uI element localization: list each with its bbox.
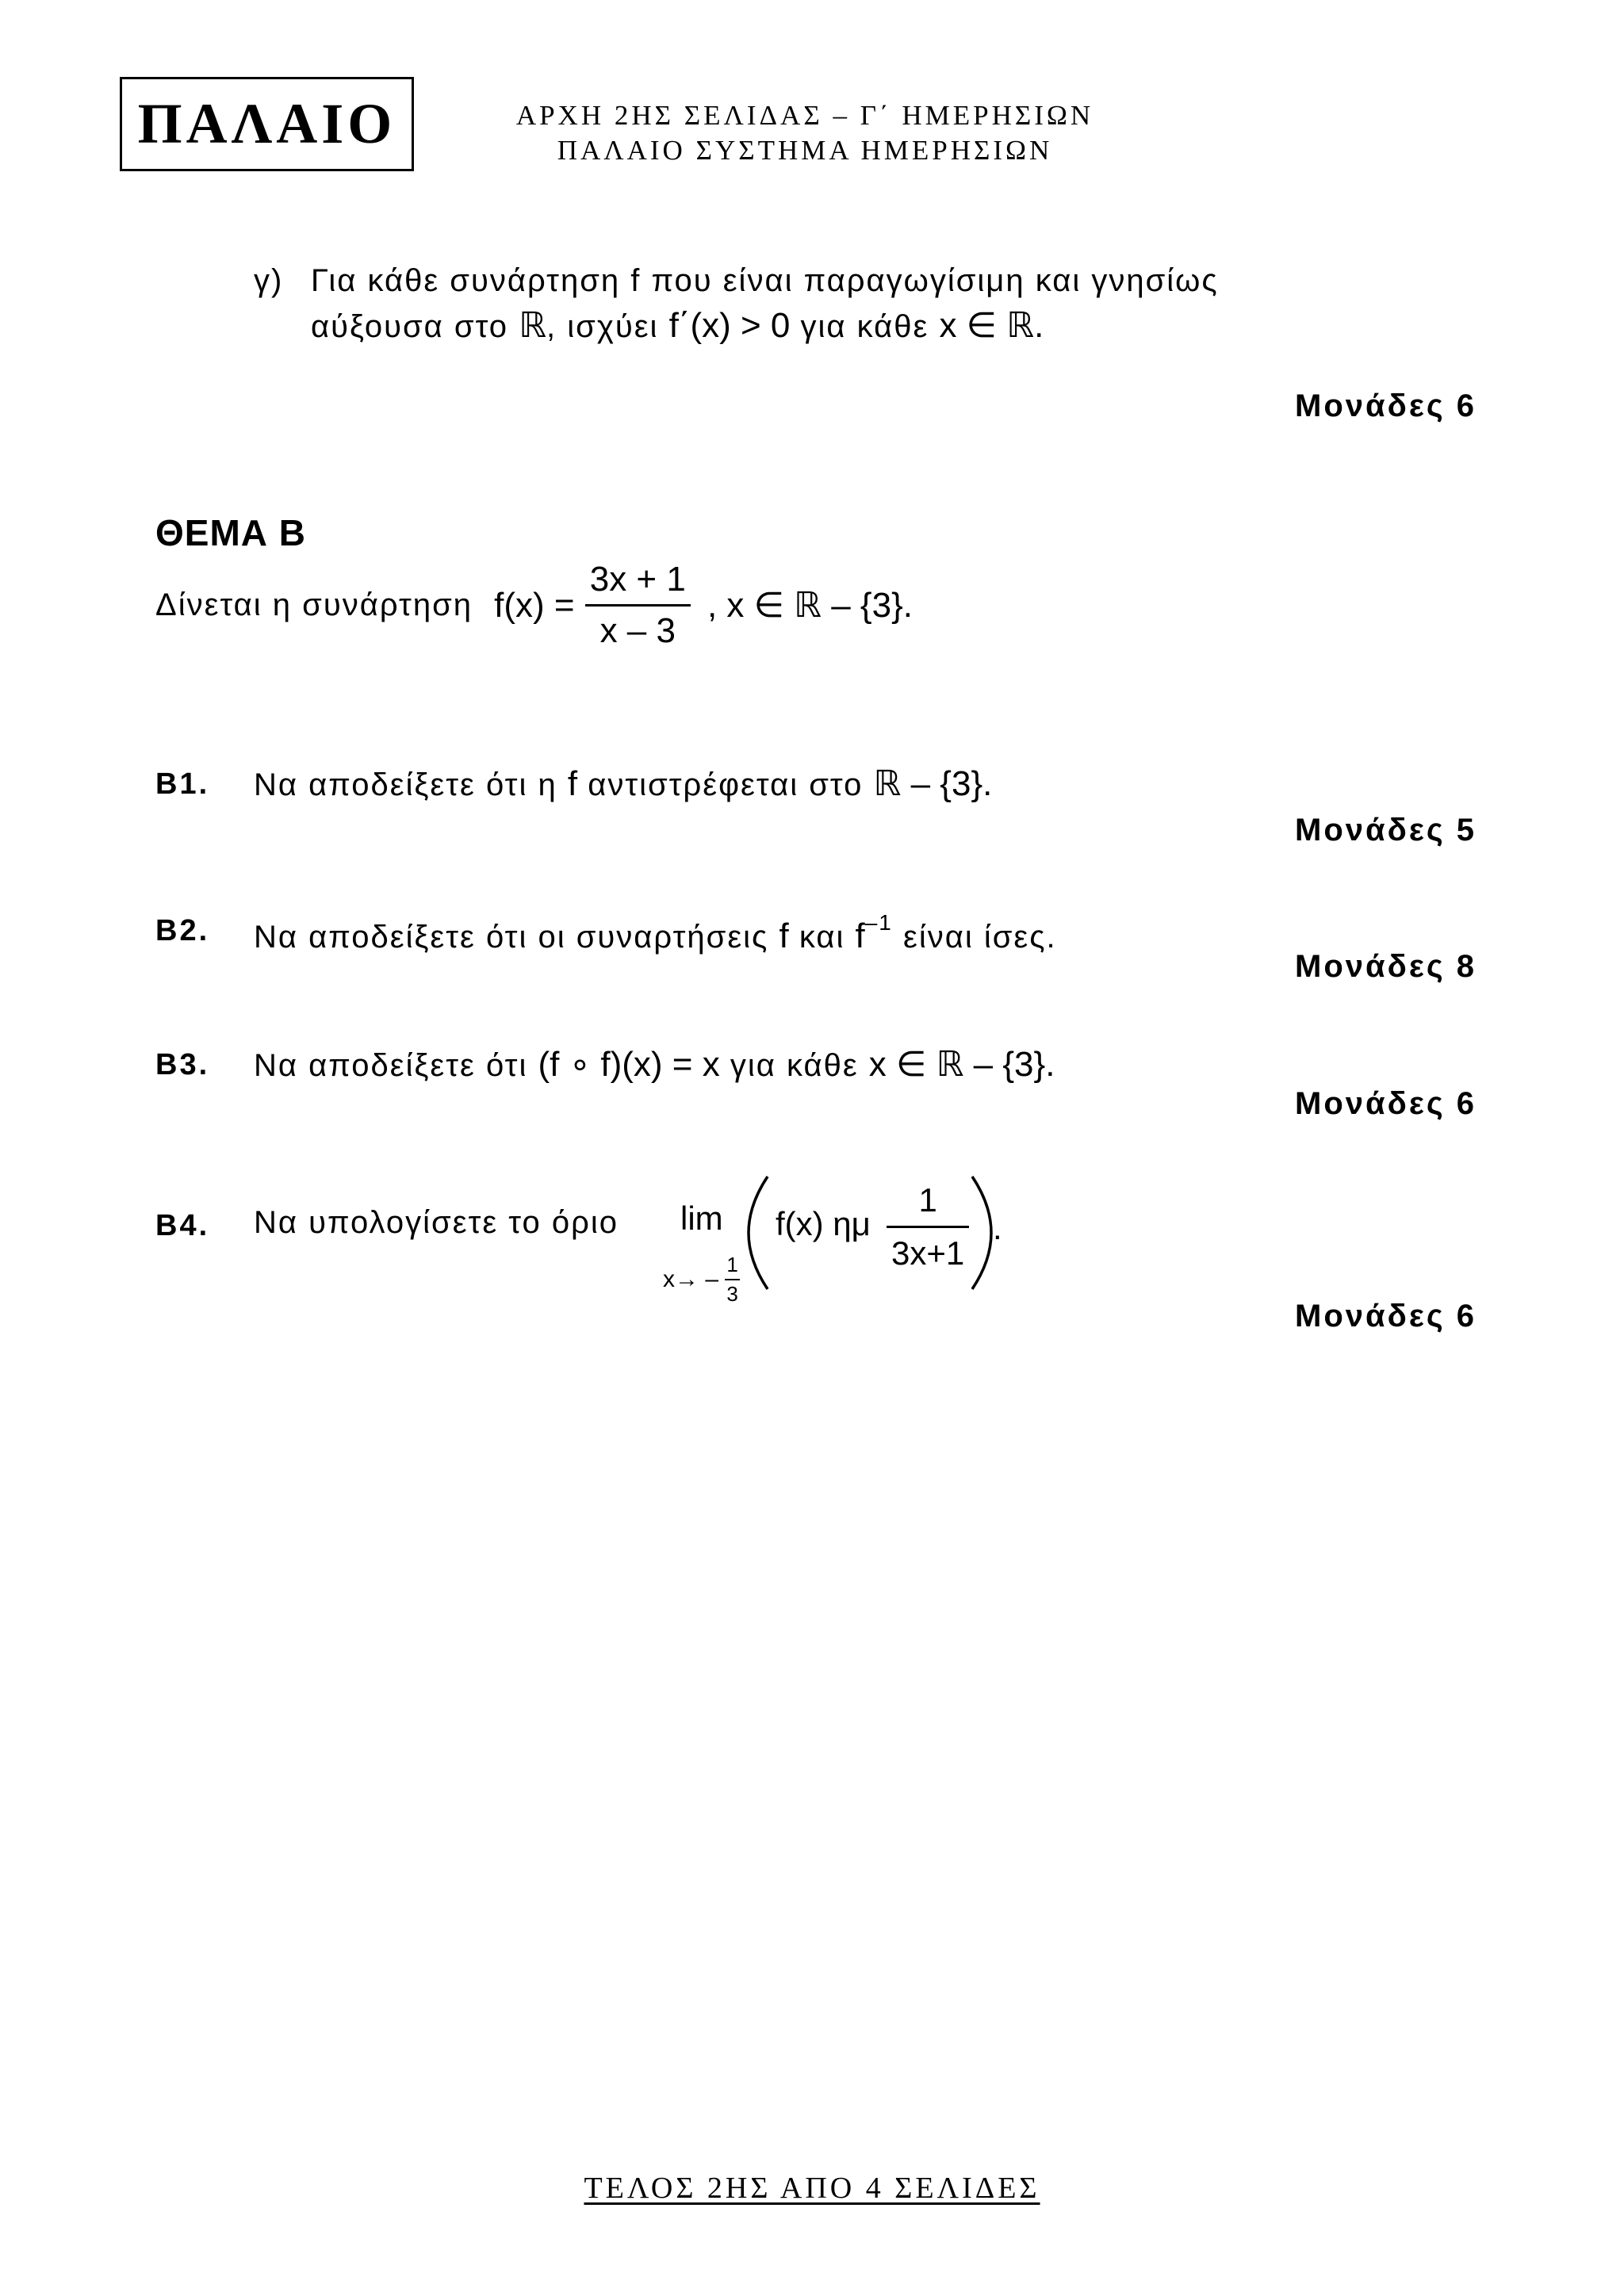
item-g-line2 <box>311 305 1044 346</box>
b3-domain: x ∈ ℝ – {3}. <box>868 1045 1055 1084</box>
b2-text-b: και <box>799 920 845 955</box>
right-parenthesis <box>969 1173 994 1292</box>
limit-subscript <box>663 1253 740 1307</box>
function-fraction <box>585 560 691 651</box>
limit-operator: lim <box>680 1200 723 1237</box>
old-system-stamp: ΠΑΛΑΙΟ <box>120 77 414 171</box>
b2-f: f <box>779 916 789 955</box>
inner-numerator: 1 <box>887 1181 969 1228</box>
b1-text-a: Να αποδείξετε ότι η <box>254 767 557 802</box>
function-denominator: x – 3 <box>599 611 676 650</box>
question-b1-label: Β1. <box>155 767 210 801</box>
function-lhs: f(x) = <box>494 585 575 625</box>
page-header-line1: ΑΡΧΗ 2ΗΣ ΣΕΛΙΔΑΣ – Γ΄ ΗΜΕΡΗΣΙΩΝ <box>515 100 1094 131</box>
inner-fraction <box>887 1181 969 1272</box>
question-b2-label: Β2. <box>155 914 210 947</box>
b4-expression: f(x) ημ <box>776 1205 871 1242</box>
item-g-text-c: για κάθε <box>800 309 929 344</box>
given-text: Δίνεται η συνάρτηση <box>155 587 473 622</box>
b3-composition: (f ∘ f)(x) = x <box>538 1045 720 1084</box>
b4-text-a: Να υπολογίσετε το όριο <box>254 1205 619 1240</box>
b3-text-b: για κάθε <box>730 1048 859 1083</box>
question-b2-text <box>254 910 1057 956</box>
page-header-line2: ΠΑΛΑΙΟ ΣΥΣΤΗΜΑ ΗΜΕΡΗΣΙΩΝ <box>557 135 1053 166</box>
question-b2-marks: Μονάδες 8 <box>1295 949 1477 984</box>
b1-domain: ℝ – {3}. <box>873 764 993 803</box>
b2-f-inverse: f <box>855 916 865 955</box>
limit-subscript-fraction <box>725 1253 739 1307</box>
question-b3-text <box>254 1044 1055 1085</box>
limit-approach: x→ – <box>663 1266 719 1292</box>
item-g-text-a: αύξουσα στο <box>311 309 509 344</box>
reals-symbol: ℝ <box>519 306 547 345</box>
question-b3-marks: Μονάδες 6 <box>1295 1086 1477 1121</box>
b3-text-a: Να αποδείξετε ότι <box>254 1048 528 1083</box>
function-domain: , x ∈ ℝ – {3}. <box>707 586 914 625</box>
question-b1-text <box>254 763 992 804</box>
b1-text-b: αντιστρέφεται στο <box>588 767 864 802</box>
b2-text-c: είναι ίσες. <box>903 920 1057 955</box>
b2-text-a: Να αποδείξετε ότι οι συναρτήσεις <box>254 920 769 955</box>
question-b1-marks: Μονάδες 5 <box>1295 813 1477 848</box>
function-numerator: 3x + 1 <box>585 560 691 607</box>
derivative-expression: f΄(x) > 0 <box>668 306 791 345</box>
item-g-line1: Για κάθε συνάρτηση f που είναι παραγωγίσιμη και γνησίως <box>311 263 1219 298</box>
item-g-domain: x ∈ ℝ. <box>939 306 1044 345</box>
subscript-denominator: 3 <box>726 1282 738 1306</box>
left-parenthesis <box>745 1173 771 1292</box>
question-b4-label: Β4. <box>155 1209 210 1242</box>
question-b3-label: Β3. <box>155 1048 210 1081</box>
page-footer <box>0 2171 1624 2206</box>
item-g-marker: γ) <box>254 263 284 298</box>
b2-inverse-exponent: –1 <box>864 910 893 935</box>
item-g-marks: Μονάδες 6 <box>1295 388 1477 423</box>
question-b4-marks: Μονάδες 6 <box>1295 1299 1477 1334</box>
subscript-numerator: 1 <box>725 1253 739 1280</box>
footer-text: ΤΕΛΟΣ 2ΗΣ ΑΠΟ 4 ΣΕΛΙΔΕΣ <box>584 2172 1040 2205</box>
b4-period: . <box>993 1209 1002 1246</box>
item-g-text-b: , ισχύει <box>546 309 659 344</box>
b4-inner-fraction <box>887 1181 969 1272</box>
inner-denominator: 3x+1 <box>891 1234 965 1272</box>
theme-given <box>155 560 913 651</box>
b1-f: f <box>567 764 578 803</box>
theme-title: ΘΕΜΑ Β <box>155 512 306 553</box>
